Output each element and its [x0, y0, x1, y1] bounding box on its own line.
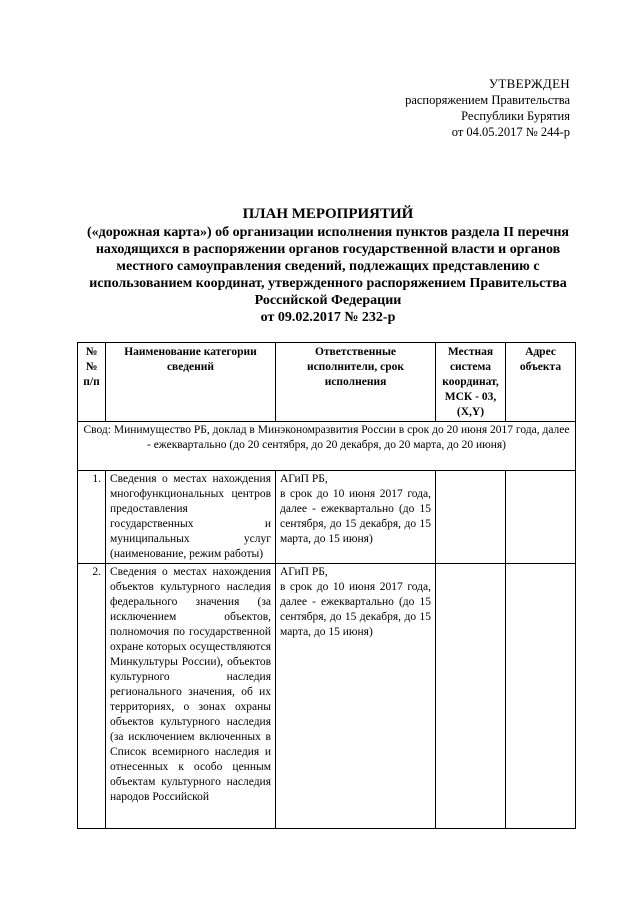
- table-row: [78, 471, 576, 564]
- document-title: [78, 206, 578, 326]
- row-address: [506, 471, 576, 564]
- row-executor: АГиП РБ,: [280, 473, 328, 485]
- approval-heading: УТВЕРЖДЕН: [488, 76, 570, 91]
- row-deadline: в срок до 10 июня 2017 года, далее - ежеквартально (до 15 сентября, до 15 декабря, до 15 марта, до 15 июня): [280, 581, 431, 638]
- title-line-2: («дорожная карта») об организации исполнения пунктов раздела II перечня находящихся в распоряжении органов государственной власти и органов местного самоуправления сведений, подлежащих представлению с использованием координат, утвержденного распоряжением Правительства Российской Федерации: [86, 225, 570, 308]
- row-address: [506, 564, 576, 829]
- approval-line-3: от 04.05.2017 № 244-р: [451, 125, 570, 139]
- row-category: Сведения о местах нахождения многофункциональных центров предоставления государственных и муниципальных услуг (наименование, режим работы): [106, 471, 276, 564]
- row-category: Сведения о местах нахождения объектов культурного наследия федерального значения (за исключением объектов, полномочия по государственной охране которых осуществляются Минкультуры России), объектов культурного наследия регионального значения, об их территориях, о зонах охраны объектов культурного наследия (за исключением включенных в Список всемирного наследия и отнесенных к особо ценным объектам культурного наследия народов Российской: [106, 564, 276, 829]
- title-line-1: ПЛАН МЕРОПРИЯТИЙ: [242, 206, 414, 222]
- table-header-row: [78, 343, 576, 422]
- row-executor: АГиП РБ,: [280, 566, 328, 578]
- summary-row: [78, 422, 576, 471]
- header-category: Наименование категории сведений: [106, 343, 276, 422]
- approval-stamp: [405, 76, 570, 140]
- row-num: 2.: [78, 564, 106, 829]
- header-coords: Местная система координат, МСК - 03, (X,Y): [436, 343, 506, 422]
- approval-line-1: распоряжением Правительства: [405, 93, 570, 107]
- row-coords: [436, 564, 506, 829]
- row-executors: [276, 564, 436, 829]
- summary-cell: Свод: Минимущество РБ, доклад в Минэкономразвития России в срок до 20 июня 2017 года, далее - ежеквартально (до 20 сентября, до 20 декабря, до 20 марта, до 20 июня): [78, 422, 576, 471]
- title-line-3: от 09.02.2017 № 232-р: [260, 310, 396, 325]
- approval-line-2: Республики Бурятия: [461, 109, 570, 123]
- plan-table: [77, 342, 576, 829]
- row-executors: [276, 471, 436, 564]
- table-row: [78, 564, 576, 829]
- row-num: 1.: [78, 471, 106, 564]
- header-executors: Ответственные исполнители, срок исполнения: [276, 343, 436, 422]
- header-address: Адрес объекта: [506, 343, 576, 422]
- header-num: №№ п/п: [78, 343, 106, 422]
- row-deadline: в срок до 10 июня 2017 года, далее - ежеквартально (до 15 сентября, до 15 декабря, до 15 марта, до 15 июня): [280, 488, 431, 545]
- row-coords: [436, 471, 506, 564]
